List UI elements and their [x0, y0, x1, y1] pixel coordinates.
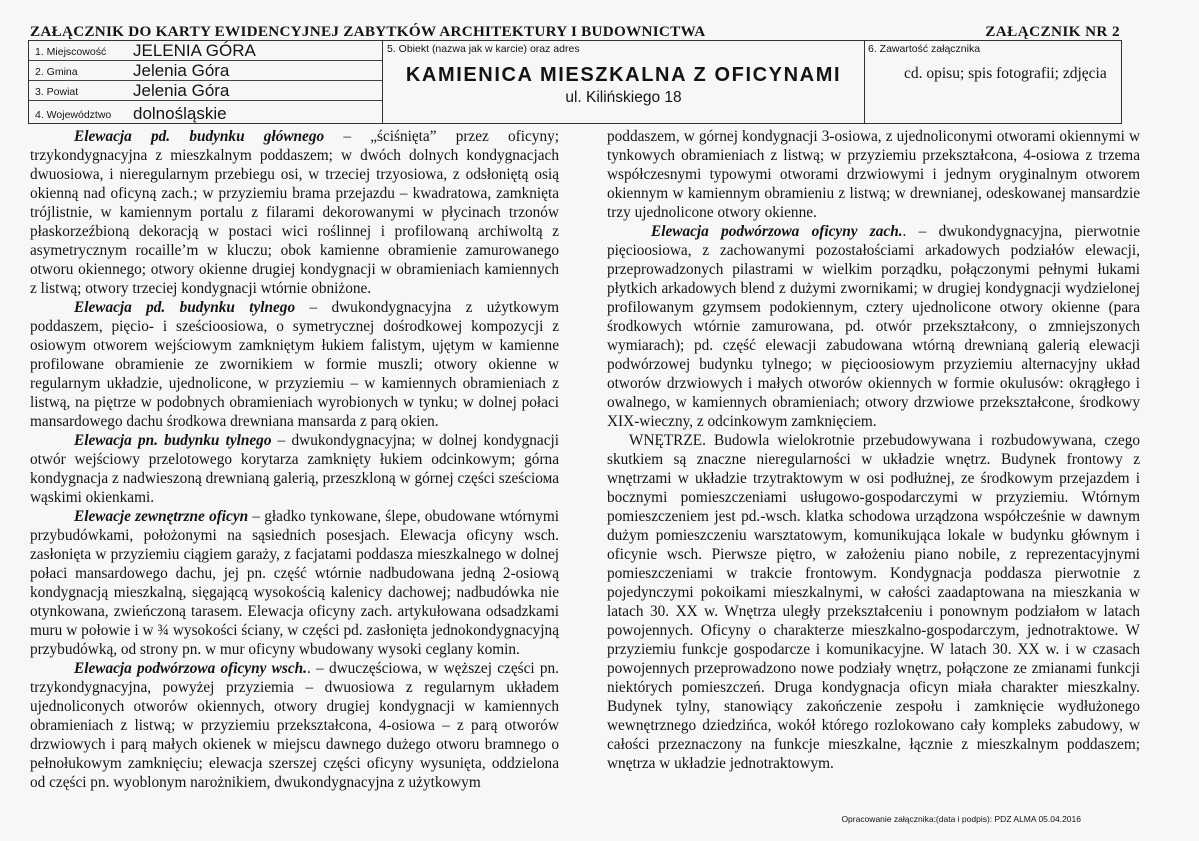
paragraph-outbuildings-exterior — [30, 507, 559, 659]
field-commune — [29, 61, 382, 81]
header-form — [28, 40, 1122, 124]
field-county — [29, 81, 382, 101]
paragraph-rear-south — [30, 298, 559, 431]
field-value: Jelenia Góra — [133, 61, 230, 80]
description-right-column — [607, 127, 1140, 773]
paragraph-east-outbuilding — [30, 659, 559, 792]
field-locality — [29, 41, 382, 61]
object-name: KAMIENICA MIESZKALNA Z OFICYNAMI — [405, 64, 842, 86]
paragraph-lead: WNĘTRZE. — [629, 432, 706, 449]
object-label: 5. Obiekt (nazwa jak w karcie) oraz adres — [387, 43, 580, 55]
paragraph-text: – dwukondygnacyjna z użytkowym poddaszem, pięcio- i sześcioosiowa, o symetrycznej dośrodkowej kompozycji z osiowym otworem wejściowym zamkniętym łukiem falistym, ujętym w kamienne profilowane obramienie ze zwornikiem w formie muszli; otwory okienne w regularnym układzie, ujednolicone, w przyziemiu – w kamiennych obramieniach z listwą, na piętrze w podobnych obramieniach wyrobionych w tynku; w dolnej połaci mansardowego dachu środkowa drewniana mansarda z parą okien. — [30, 299, 559, 430]
paragraph-lead: Elewacje zewnętrzne oficyn — [74, 508, 249, 525]
paragraph-lead: Elewacja podwórzowa oficyny wsch. — [74, 660, 307, 677]
field-voivodeship — [29, 101, 382, 123]
description-left-column — [30, 127, 559, 792]
field-label: 1. Miejscowość — [35, 46, 107, 58]
contents-label: 6. Zawartość załącznika — [868, 43, 981, 55]
field-label: 2. Gmina — [35, 66, 78, 78]
object-address: ul. Kilińskiego 18 — [565, 89, 682, 106]
paragraph-lead: Elewacja pn. budynku tylnego — [74, 432, 272, 449]
paragraph-text: – „ściśnięta” przez oficyny; trzykondygnacyjna z mieszkalnym poddaszem; w dwóch dolnych kondygnacjach dwuosiowa, i nieregularnym przebiegu osi, w trzeciej trzyosiowa, z odsłoniętą osią okienną nad oficyną zach.; w przyziemiu brama przejazdu – kwadratowa, zamknięta trójlistnie, w kamiennym portalu z filarami dekorowanymi w płycinach trzonów płaskorzeźbioną dekoracją w postaci wici roślinnej i profilowaną archiwoltą z asymetrycznym rocaille’m w kluczu; obok kamienne obramienie zamurowanego otworu okiennego; otwory okienne drugiej kondygnacji w obramieniach kamiennych z listwą; otwory trzeciej kondygnacji wtórnie obniżone. — [30, 128, 559, 297]
paragraph-continuation: poddaszem, w górnej kondygnacji 3-osiowa, z ujednoliconymi otworami okiennymi w tynkowych obramieniach z listwą; w przyziemiu przekształcona, 4-osiowa z trzema współczesnymi typowymi otworami drzwiowymi i jednym oryginalnym otworem okiennym w kamiennym obramieniu z listwą; w drewnianej, odeskowanej mansardzie trzy ujednolicone otwory okienne. — [607, 128, 1140, 221]
field-value: Jelenia Góra — [133, 81, 230, 100]
paragraph-text: . – dwukondygnacyjna, pierwotnie pięcioosiowa, z zachowanymi pozostałościami arkadowych podziałów elewacji, przeprowadzonych pilastrami w wielkim porządku, połączonymi pełnymi łukami płytkich arkadowych blend z dużymi zwornikami; w drugiej kondygnacji wydzielonej profilowanym gzymsem podokiennym, cztery ujednolicone otwory okienne (para środkowych wtórnie zamurowana, pd. otwór przekształcony, o zmniejszonych wymiarach); pd. część elewacji zabudowana wtórną drewnianą galerią elewacji podwórzowej budynku tylnego; w pięcioosiowym przyziemiu alternacyjny układ otworów drzwiowych i małych otworów okiennych w formie okulusów: okrągłego i owalnego, w kamiennych obramieniach; otwory drzwiowe przekształcone, środkowy XIX-wieczny, z odcinkowym zamknięciem. — [607, 223, 1140, 430]
annex-number: ZAŁĄCZNIK NR 2 — [985, 23, 1120, 40]
contents-value: cd. opisu; spis fotografii; zdjęcia — [904, 65, 1107, 82]
paragraph-text: – gładko tynkowane, ślepe, obudowane wtórnymi przybudówkami, położonymi na sąsiednich posesjach. Elewacja oficyny wsch. zasłonięta w przyziemiu ciągiem garaży, z facjatami poddasza mieszkalnego w dolnej połaci mansardowego dachu, jej pn. część wtórnie nadbudowana jedną 2-osiową kondygnacją mieszkalną, sięgającą wysokością kalenicy dachowej; nadbudówka nie otynkowana, zwieńczoną tarasem. Elewacja oficyny zach. artykułowana odsadzkami muru w połowie i w ¾ wysokości ściany, w części pd. zasłonięta jednokondygnacyjną przybudówką, od strony pn. w mur oficyny wbudowany wysoki ceglany komin. — [30, 508, 559, 658]
paragraph-lead: Elewacja pd. budynku głównego — [74, 128, 325, 145]
field-value: JELENIA GÓRA — [133, 41, 256, 60]
paragraph-text: – dwukondygnacyjna; w dolnej kondygnacji otwór wejściowy przelotowego korytarza zamknięty łukiem odcinkowym; górna kondygnacja z nadwieszoną drewnianą galerią, przeszkloną w górnej części sześciома wąskimi okienkami. — [30, 432, 560, 506]
paragraph-interior — [607, 431, 1140, 773]
document-title: ZAŁĄCZNIK DO KARTY EWIDENCYJNEJ ZABYTKÓW ARCHITEKTURY I BUDOWNICTWA — [30, 23, 706, 40]
document-header — [30, 20, 1124, 38]
field-label: 3. Powiat — [35, 86, 79, 98]
field-label: 4. Województwo — [35, 109, 112, 121]
field-value: dolnośląskie — [133, 104, 227, 123]
paragraph-text: . – dwuczęściowa, w węższej części pn. trzykondygnacyjna, powyżej przyziemia – dwuosiowa z regularnym układem ujednoliconych otworów okiennych, otwory drugiej kondygnacji w kamiennych obramieniach z listwą; w przyziemiu przekształcona, 4-osiowa – z parą otworów drzwiowych i parą małych okienek w miejscu dawnego dużego otworu bramnego o pełnołukowym zamknięciu; elewacja szerszej części oficyny wysunięta, oddzielona od części pn. wyoblonym narożnikiem, dwukondygnacyjna z użytkowym — [30, 660, 559, 791]
paragraph-lead: Elewacja podwórzowa oficyny zach. — [651, 223, 903, 240]
object-box — [382, 41, 865, 123]
paragraph-text: Budowla wielokrotnie przebudowywana i rozbudowywana, czego skutkiem są znaczne nieregularności w układzie wnętrz. Budynek frontowy z wnętrzami w układzie trzytraktowym w osi podłużnej, ze środkowym przejazdem i bocznymi pomieszczeniami usługowo-gospodarczymi w przyziemiu. Wtórnym pomieszczeniem jest pd.-wsch. klatka schodowa urządzona współcześnie w dawnym dużym pomieszczeniu warsztatowym, komunikująca lokale w budynku głównym i oficynie wsch. Pierwsze piętro, w założeniu piano nobile, z reprezentacyjnymi pomieszczeniami w trakcie frontowym. Kondygnacja poddasza pierwotnie z pojedynczymi pokoikami mieszkalnymi, w całości zaadaptowana na mieszkania w latach 30. XX w. Wnętrza uległy przekształceniu i ponownym podziałom w latach powojennych. Oficyny o charakterze mieszkalno-gospodarczym, jednotraktowe. W przyziemiu funkcje gospodarcze i komunikacyjne. W latach 30. XX w. i w czasach powojennych przeprowadzono nowe podziały wnętrz, połączone ze zmianami funkcji niektórych pomieszczeń. Druga kondygnacja oficyn miała charakter mieszkalny. Budynek tylny, stanowiący zakończenie zespołu i zamknięcie wydłużonego wewnętrznego dziedzińca, wokół którego rozlokowano cały kompleks zabudowy, w całości przeznaczony na funkcje mieszkalne, łącznie z mieszkalnym poddaszem; wnętrza w układzie jednotraktowym. — [607, 432, 1140, 772]
paragraph-west-outbuilding — [607, 222, 1140, 431]
paragraph-lead: Elewacja pd. budynku tylnego — [74, 299, 296, 316]
paragraph-rear-north — [30, 431, 559, 507]
contents-box — [864, 41, 1121, 123]
signature-line: Opracowanie załącznika:(data i podpis): PDZ ALMA 05.04.2016 — [841, 814, 1081, 824]
paragraph-main-south — [30, 127, 559, 298]
